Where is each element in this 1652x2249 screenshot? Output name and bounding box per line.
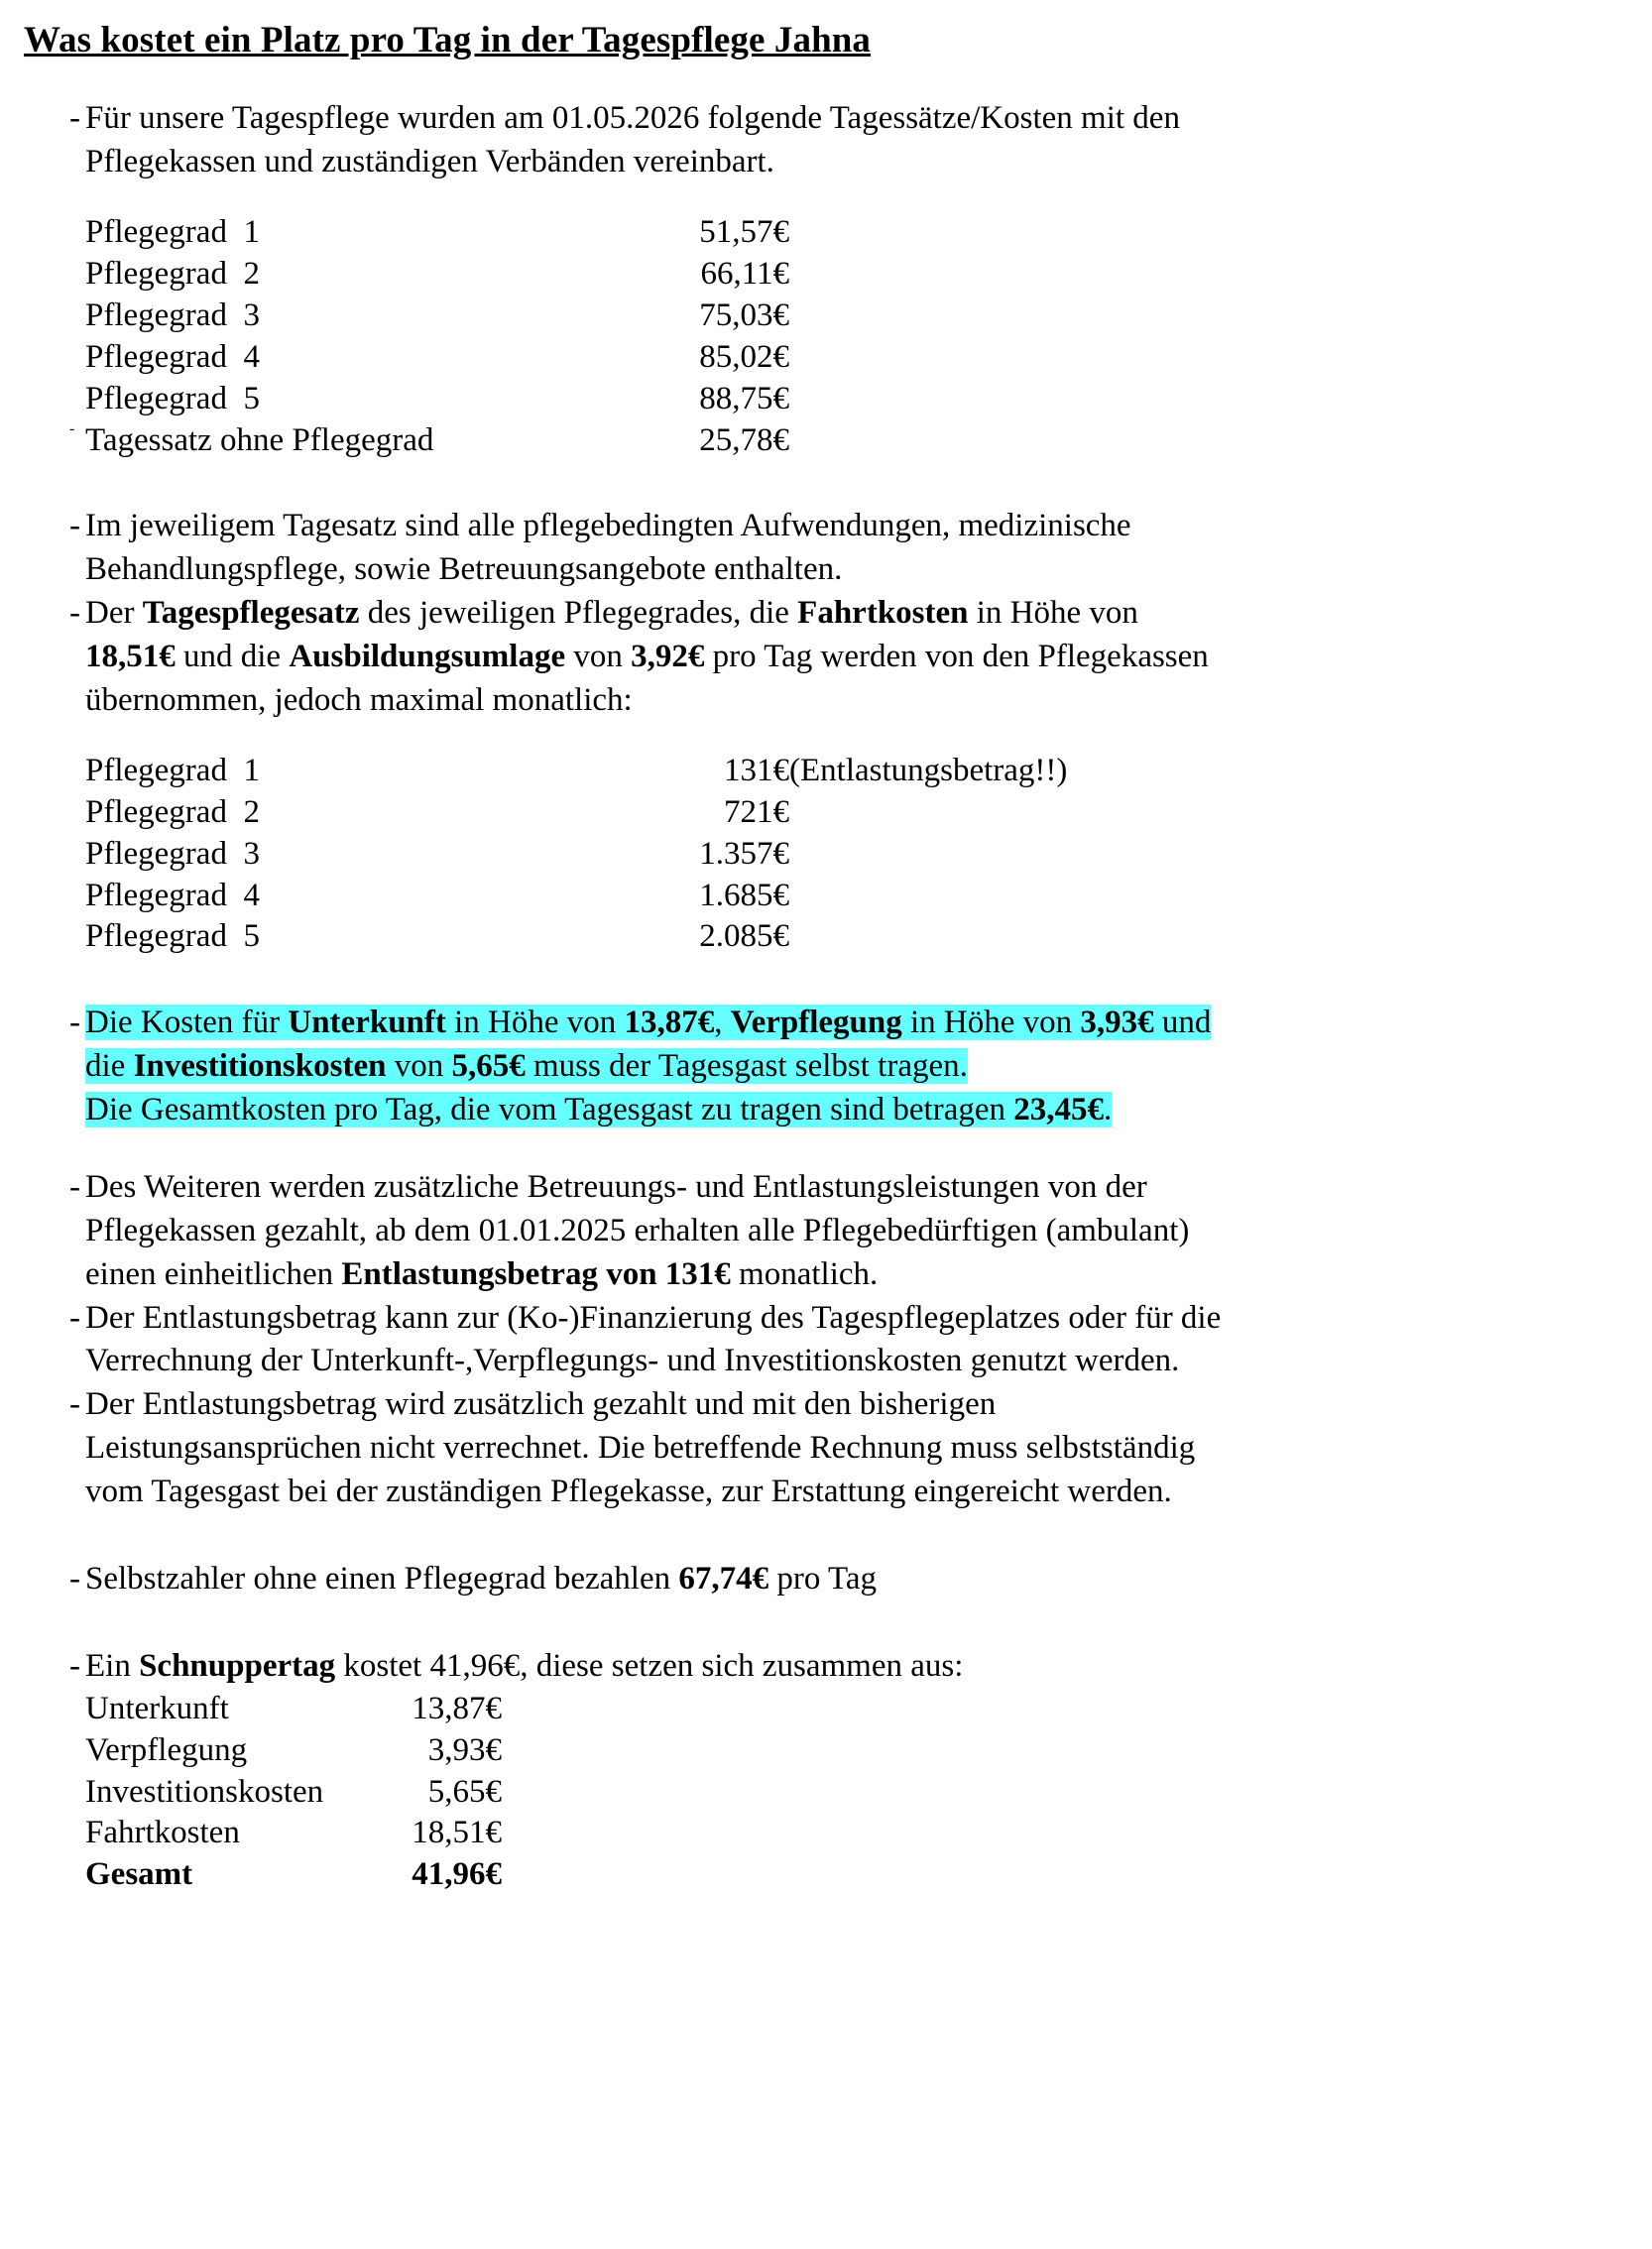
rate-label: Tagessatz ohne Pflegegrad: [85, 421, 434, 458]
rates-table-1-extra: [85, 420, 789, 462]
table-row: [85, 792, 1067, 834]
rates-table-2: [85, 751, 1067, 959]
text-run: einen einheitlichen: [85, 1255, 342, 1292]
page-title: Was kostet ein Platz pro Tag in der Tagespflege Jahna: [24, 20, 872, 60]
list-item: [18, 1645, 1608, 1689]
rates-table-1-wrapper: [18, 212, 1608, 420]
entlastung-3-line-3: vom Tagesgast bei der zuständigen Pflegekasse, zur Erstattung eingereicht werden.: [85, 1474, 1172, 1510]
entlastung-paragraph-2: [85, 1297, 1608, 1384]
rate-label: Pflegegrad 1: [85, 752, 260, 788]
text-run: Der: [85, 595, 143, 632]
rate-value: 75,03€: [699, 296, 789, 333]
rate-label: Pflegegrad 2: [85, 793, 260, 830]
bullet-marker: -: [69, 1299, 80, 1336]
table-row: [85, 379, 789, 420]
table-row: [85, 834, 1067, 876]
entlastung-3-line-2: Leistungsansprüchen nicht verrechnet. Die betreffende Rechnung muss selbstständig: [85, 1430, 1196, 1467]
text-run: kostet 41,96€, diese setzen sich zusammen aus:: [335, 1647, 964, 1684]
cost-value: 3,93€: [427, 1731, 502, 1768]
rate-label: Pflegegrad 1: [85, 214, 260, 250]
table-row-total: [85, 1854, 502, 1896]
rate-value: 1.357€: [699, 835, 789, 872]
cost-value: 5,65€: [427, 1773, 502, 1810]
intro-paragraph: [85, 97, 1608, 184]
entlastung-1-line-1: Des Weiteren werden zusätzliche Betreuungs- und Entlastungsleistungen von der: [85, 1168, 1147, 1205]
text-bold-investitionskosten-value: 5,65€: [451, 1048, 526, 1085]
uebernahme-line-2: [85, 636, 1608, 679]
intro-line-1: Für unsere Tagespflege wurden am 01.05.2026 folgende Tagessätze/Kosten mit den: [85, 100, 1180, 137]
text-run: des jeweiligen Pflegegrades, die: [359, 595, 798, 632]
text-run: von: [386, 1048, 452, 1085]
list-item: [18, 1558, 1608, 1601]
text-bold-verpflegung-value: 3,93€: [1080, 1005, 1154, 1041]
list-item: [18, 1383, 1608, 1514]
rate-label: Pflegegrad 3: [85, 835, 260, 872]
entlastung-2-line-1: Der Entlastungsbetrag kann zur (Ko-)Finanzierung des Tagespflegeplatzes oder für die: [85, 1299, 1222, 1336]
rate-value: 1.685€: [699, 877, 789, 913]
highlight-line-1: [85, 1002, 1608, 1045]
text-bold-investitionskosten: Investitionskosten: [133, 1048, 387, 1085]
list-item: [18, 1297, 1608, 1384]
table-row: [85, 1730, 502, 1772]
text-run: Die Kosten für: [85, 1005, 289, 1041]
text-run: Die Gesamtkosten pro Tag, die vom Tagesgast zu tragen sind betragen: [85, 1092, 1014, 1128]
entlastung-3-line-1: Der Entlastungsbetrag wird zusätzlich gezahlt und mit den bisherigen: [85, 1386, 997, 1423]
text-run: monatlich.: [730, 1255, 879, 1292]
text-run: in Höhe von: [968, 595, 1138, 632]
inclusive-line-2: Behandlungspflege, sowie Betreuungsangebote enthalten.: [85, 551, 843, 588]
rate-label: Pflegegrad 4: [85, 338, 260, 375]
rate-value: 85,02€: [699, 338, 789, 375]
bullet-marker: -: [69, 1647, 80, 1684]
rate-value: 25,78€: [699, 421, 789, 458]
table-row: [85, 1772, 502, 1814]
text-run: in Höhe von: [445, 1005, 625, 1041]
list-item: [18, 1166, 1608, 1297]
cost-label: Verpflegung: [85, 1731, 248, 1768]
rate-note: [789, 792, 1067, 834]
text-run: muss der Tagesgast selbst tragen.: [525, 1048, 968, 1085]
rates-table-2-wrapper: [18, 751, 1608, 959]
text-bold-fahrtkosten-value: 18,51€: [85, 639, 176, 675]
entlastung-2-line-2: Verrechnung der Unterkunft-,Verpflegungs- und Investitionskosten genutzt werden.: [85, 1343, 1180, 1379]
entlastung-paragraph-3: [85, 1383, 1608, 1514]
text-run: von: [565, 639, 632, 675]
rate-note: (Entlastungsbetrag!!): [789, 752, 1068, 788]
entlastung-1-line-2: Pflegekassen gezahlt, ab dem 01.01.2025 erhalten alle Pflegebedürftigen (ambulant): [85, 1212, 1190, 1248]
rate-value: 2.085€: [699, 918, 789, 955]
bullet-marker: -: [69, 1005, 80, 1041]
bullet-marker: -: [69, 419, 75, 437]
table-row: [85, 254, 789, 296]
table-row: [85, 420, 789, 462]
text-run: die: [85, 1048, 134, 1085]
rate-note: [789, 916, 1067, 958]
table-row: [85, 1813, 502, 1854]
rate-label: Pflegegrad 5: [85, 380, 260, 416]
rate-label: Pflegegrad 2: [85, 255, 260, 292]
rate-value: 88,75€: [699, 380, 789, 416]
text-bold-ausbildungsumlage-value: 3,92€: [631, 639, 705, 675]
bullet-marker: -: [69, 508, 80, 544]
selbstzahler-paragraph: [85, 1558, 1608, 1601]
intro-line-2: Pflegekassen und zuständigen Verbänden vereinbart.: [85, 144, 774, 180]
bullet-marker: -: [69, 1386, 80, 1423]
rate-note: [789, 876, 1067, 917]
inclusive-paragraph: [85, 505, 1608, 592]
entlastung-paragraph-1: [85, 1166, 1608, 1297]
list-item: [18, 505, 1608, 592]
text-bold-selbstzahler-value: 67,74€: [678, 1560, 769, 1597]
total-value: 41,96€: [412, 1856, 502, 1893]
highlight-line-3: [85, 1089, 1608, 1132]
bullet-marker: -: [69, 1560, 80, 1597]
schnuppertag-table: [85, 1689, 502, 1897]
total-label: Gesamt: [85, 1856, 193, 1893]
text-bold-fahrtkosten: Fahrtkosten: [797, 595, 969, 632]
text-run: .: [1104, 1092, 1113, 1128]
uebernahme-line-3: übernommen, jedoch maximal monatlich:: [85, 681, 633, 718]
inclusive-line-1: Im jeweiligem Tagesatz sind alle pflegebedingten Aufwendungen, medizinische: [85, 508, 1131, 544]
text-bold-schnuppertag: Schnuppertag: [139, 1647, 336, 1684]
spacer-marker: [18, 751, 85, 959]
text-bold-entlastungsbetrag: Entlastungsbetrag von 131€: [341, 1255, 731, 1292]
highlight-paragraph: [85, 1002, 1608, 1132]
text-run: pro Tag: [768, 1560, 877, 1597]
text-run: und die: [175, 639, 290, 675]
text-bold-unterkunft: Unterkunft: [288, 1005, 446, 1041]
rate-value: 721€: [724, 793, 789, 830]
list-item: [18, 592, 1608, 723]
text-run: in Höhe von: [901, 1005, 1081, 1041]
rate-label: Pflegegrad 3: [85, 296, 260, 333]
table-row: [85, 296, 789, 337]
text-run: ,: [714, 1005, 731, 1041]
table-row: [85, 1689, 502, 1730]
text-run: pro Tag werden von den Pflegekassen: [704, 639, 1209, 675]
bullet-marker: -: [69, 595, 80, 632]
cost-value: 13,87€: [412, 1690, 502, 1726]
bullet-marker: -: [69, 1168, 80, 1205]
text-run: und: [1153, 1005, 1212, 1041]
rates-table-1: [85, 212, 789, 420]
cost-label: Investitionskosten: [85, 1773, 324, 1810]
cost-label: Fahrtkosten: [85, 1815, 240, 1851]
list-item: [18, 97, 1608, 184]
text-bold-unterkunft-value: 13,87€: [624, 1005, 715, 1041]
rate-note: [789, 834, 1067, 876]
table-row: [85, 751, 1067, 792]
text-bold-ausbildungsumlage: Ausbildungsumlage: [289, 639, 566, 675]
highlight-line-2: [85, 1045, 1608, 1089]
spacer-marker: [18, 212, 85, 420]
bullet-marker: -: [69, 100, 80, 137]
list-item-highlighted: [18, 1002, 1608, 1132]
rate-label: Pflegegrad 5: [85, 918, 260, 955]
rate-value: 51,57€: [699, 214, 789, 250]
table-row: [85, 876, 1067, 917]
text-run: Ein: [85, 1647, 140, 1684]
text-bold-tagespflegesatz: Tagespflegesatz: [142, 595, 360, 632]
list-item: [18, 420, 1608, 462]
rate-label: Pflegegrad 4: [85, 877, 260, 913]
entlastung-1-line-3: [85, 1253, 1608, 1297]
uebernahme-line-1: [85, 592, 1608, 636]
table-row: [85, 337, 789, 379]
cost-value: 18,51€: [412, 1815, 502, 1851]
table-row: [85, 212, 789, 254]
cost-label: Unterkunft: [85, 1690, 229, 1726]
rate-value: 131€: [724, 752, 789, 788]
rate-value: 66,11€: [700, 255, 789, 292]
text-bold-gesamtkosten-value: 23,45€: [1013, 1092, 1104, 1128]
schnuppertag-paragraph: [85, 1645, 1608, 1689]
table-row: [85, 916, 1067, 958]
text-bold-verpflegung: Verpflegung: [730, 1005, 902, 1041]
uebernahme-paragraph: [85, 592, 1608, 723]
text-run: Selbstzahler ohne einen Pflegegrad bezahlen: [85, 1560, 679, 1597]
